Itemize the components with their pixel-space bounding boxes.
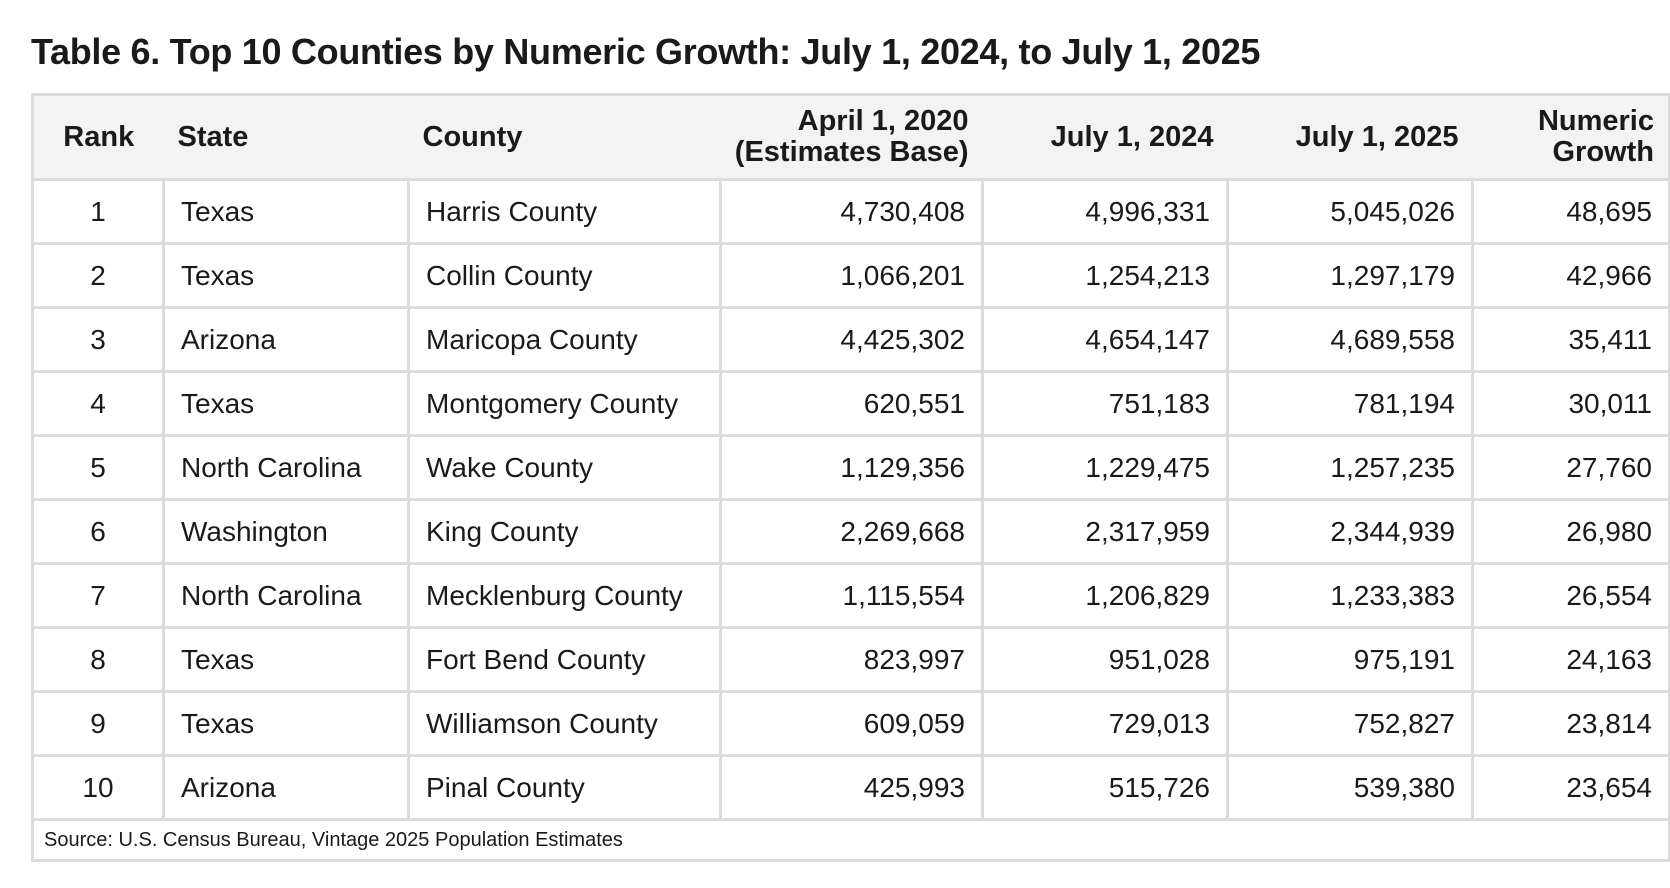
cell-county: Collin County	[409, 244, 721, 308]
cell-county: Pinal County	[409, 756, 721, 820]
cell-july-2025: 975,191	[1228, 628, 1473, 692]
cell-july-2025: 1,257,235	[1228, 436, 1473, 500]
cell-numeric-growth: 35,411	[1473, 308, 1670, 372]
cell-numeric-growth: 27,760	[1473, 436, 1670, 500]
cell-july-2025: 781,194	[1228, 372, 1473, 436]
cell-state: Texas	[164, 628, 409, 692]
cell-county: Fort Bend County	[409, 628, 721, 692]
population-table	[31, 93, 1670, 862]
cell-july-2024: 4,996,331	[983, 180, 1228, 244]
cell-county: Harris County	[409, 180, 721, 244]
cell-state: Washington	[164, 500, 409, 564]
table-row	[33, 500, 1670, 564]
cell-numeric-growth: 23,814	[1473, 692, 1670, 756]
cell-july-2024: 751,183	[983, 372, 1228, 436]
cell-county: Williamson County	[409, 692, 721, 756]
cell-july-2025: 539,380	[1228, 756, 1473, 820]
cell-july-2025: 1,233,383	[1228, 564, 1473, 628]
table-row	[33, 756, 1670, 820]
cell-rank: 3	[33, 308, 164, 372]
cell-rank: 10	[33, 756, 164, 820]
header-row	[33, 95, 1670, 180]
cell-july-2024: 2,317,959	[983, 500, 1228, 564]
cell-july-2024: 1,206,829	[983, 564, 1228, 628]
cell-rank: 9	[33, 692, 164, 756]
header-estimates-base-line2: (Estimates Base)	[734, 136, 969, 168]
cell-state: Arizona	[164, 756, 409, 820]
cell-rank: 1	[33, 180, 164, 244]
table-row	[33, 372, 1670, 436]
cell-july-2025: 5,045,026	[1228, 180, 1473, 244]
cell-state: North Carolina	[164, 564, 409, 628]
cell-july-2024: 951,028	[983, 628, 1228, 692]
table-body	[33, 180, 1670, 820]
cell-rank: 5	[33, 436, 164, 500]
header-numeric-growth-line1: Numeric	[1537, 105, 1654, 137]
cell-july-2024: 1,229,475	[983, 436, 1228, 500]
header-july-2024: July 1, 2024	[983, 95, 1228, 180]
cell-estimates-base: 823,997	[721, 628, 983, 692]
cell-rank: 8	[33, 628, 164, 692]
source-row	[33, 820, 1670, 861]
cell-county: Mecklenburg County	[409, 564, 721, 628]
header-rank: Rank	[33, 95, 164, 180]
cell-county: King County	[409, 500, 721, 564]
table-container	[31, 93, 1668, 862]
cell-state: Texas	[164, 372, 409, 436]
table-row	[33, 628, 1670, 692]
cell-july-2024: 4,654,147	[983, 308, 1228, 372]
header-numeric-growth-line2: Growth	[1552, 136, 1654, 168]
header-county: County	[409, 95, 721, 180]
cell-numeric-growth: 42,966	[1473, 244, 1670, 308]
cell-july-2025: 752,827	[1228, 692, 1473, 756]
cell-rank: 4	[33, 372, 164, 436]
header-state: State	[164, 95, 409, 180]
cell-july-2025: 4,689,558	[1228, 308, 1473, 372]
header-estimates-base-line1: April 1, 2020	[797, 105, 969, 137]
table-title: Table 6. Top 10 Counties by Numeric Growth: July 1, 2024, to July 1, 2025	[31, 31, 1261, 72]
table-row	[33, 244, 1670, 308]
cell-county: Montgomery County	[409, 372, 721, 436]
cell-july-2024: 729,013	[983, 692, 1228, 756]
cell-numeric-growth: 23,654	[1473, 756, 1670, 820]
cell-county: Wake County	[409, 436, 721, 500]
cell-july-2024: 1,254,213	[983, 244, 1228, 308]
table-row	[33, 564, 1670, 628]
cell-rank: 2	[33, 244, 164, 308]
cell-estimates-base: 4,730,408	[721, 180, 983, 244]
cell-july-2024: 515,726	[983, 756, 1228, 820]
cell-estimates-base: 620,551	[721, 372, 983, 436]
table-row	[33, 180, 1670, 244]
table-footer	[33, 820, 1670, 861]
cell-state: Arizona	[164, 308, 409, 372]
cell-numeric-growth: 26,554	[1473, 564, 1670, 628]
cell-estimates-base: 4,425,302	[721, 308, 983, 372]
table-row	[33, 436, 1670, 500]
header-july-2025: July 1, 2025	[1228, 95, 1473, 180]
cell-estimates-base: 425,993	[721, 756, 983, 820]
cell-rank: 7	[33, 564, 164, 628]
cell-state: Texas	[164, 244, 409, 308]
cell-state: Texas	[164, 180, 409, 244]
cell-estimates-base: 2,269,668	[721, 500, 983, 564]
cell-numeric-growth: 24,163	[1473, 628, 1670, 692]
cell-numeric-growth: 30,011	[1473, 372, 1670, 436]
cell-estimates-base: 609,059	[721, 692, 983, 756]
cell-state: Texas	[164, 692, 409, 756]
table-row	[33, 308, 1670, 372]
cell-estimates-base: 1,115,554	[721, 564, 983, 628]
cell-july-2025: 2,344,939	[1228, 500, 1473, 564]
cell-state: North Carolina	[164, 436, 409, 500]
cell-numeric-growth: 48,695	[1473, 180, 1670, 244]
source-note: Source: U.S. Census Bureau, Vintage 2025 Population Estimates	[33, 820, 1670, 861]
cell-estimates-base: 1,066,201	[721, 244, 983, 308]
cell-july-2025: 1,297,179	[1228, 244, 1473, 308]
cell-rank: 6	[33, 500, 164, 564]
table-header	[33, 95, 1670, 180]
cell-county: Maricopa County	[409, 308, 721, 372]
cell-numeric-growth: 26,980	[1473, 500, 1670, 564]
table-row	[33, 692, 1670, 756]
header-estimates-base	[721, 95, 983, 180]
cell-estimates-base: 1,129,356	[721, 436, 983, 500]
header-numeric-growth	[1473, 95, 1670, 180]
